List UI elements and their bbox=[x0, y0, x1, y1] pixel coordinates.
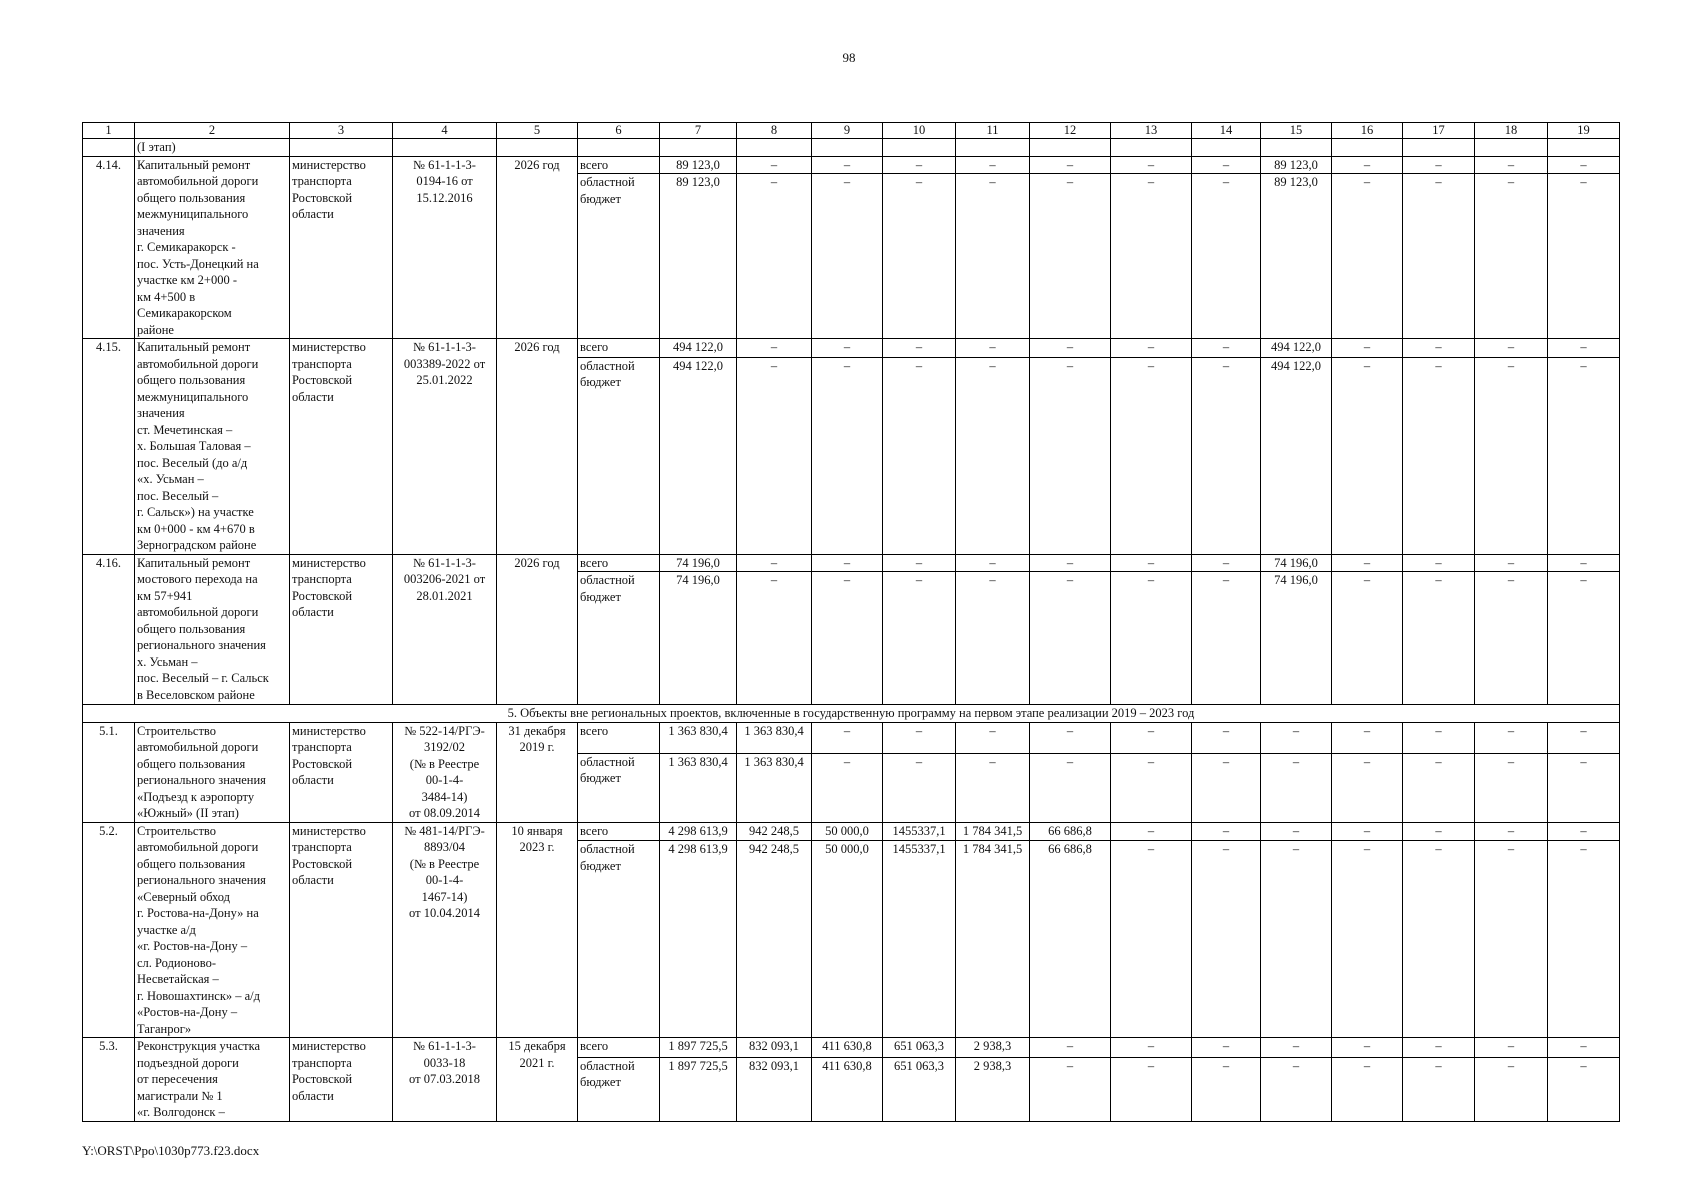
column-header-11: 11 bbox=[956, 123, 1030, 139]
column-number-header bbox=[83, 123, 1620, 139]
value-budget-col-8: 832 093,1 bbox=[737, 1057, 812, 1121]
value-budget-col-9: – bbox=[812, 357, 883, 554]
value-budget-col-18: – bbox=[1475, 753, 1548, 822]
column-header-13: 13 bbox=[1111, 123, 1192, 139]
value-budget-col-9: – bbox=[812, 174, 883, 339]
object-name: Реконструкция участка подъездной дороги от пересечения магистрали № 1 «г. Волгодонск – bbox=[135, 1038, 290, 1122]
funding-source-total: всего bbox=[578, 822, 660, 841]
value-budget-col-17: – bbox=[1403, 753, 1475, 822]
value-total-col-12: 66 686,8 bbox=[1030, 822, 1111, 841]
column-header-9: 9 bbox=[812, 123, 883, 139]
column-header-17: 17 bbox=[1403, 123, 1475, 139]
row-number: 4.16. bbox=[83, 554, 135, 705]
value-budget-col-9: – bbox=[812, 572, 883, 705]
value-budget-col-8: 1 363 830,4 bbox=[737, 753, 812, 822]
value-budget-col-8: – bbox=[737, 174, 812, 339]
value-budget-col-10: 651 063,3 bbox=[883, 1057, 956, 1121]
empty-cell bbox=[1403, 139, 1475, 157]
executor: министерство транспорта Ростовской области bbox=[290, 1038, 393, 1122]
object-name: (I этап) bbox=[135, 139, 290, 157]
value-budget-col-12: – bbox=[1030, 572, 1111, 705]
value-budget-col-19: – bbox=[1548, 753, 1620, 822]
row-number: 5.2. bbox=[83, 822, 135, 1038]
value-total-col-16: – bbox=[1332, 339, 1403, 358]
value-total-col-15: 494 122,0 bbox=[1261, 339, 1332, 358]
value-budget-col-11: 2 938,3 bbox=[956, 1057, 1030, 1121]
row-number: 5.1. bbox=[83, 722, 135, 822]
value-budget-col-15: 494 122,0 bbox=[1261, 357, 1332, 554]
table-row bbox=[83, 554, 1620, 572]
value-total-col-13: – bbox=[1111, 554, 1192, 572]
page-number: 98 bbox=[842, 50, 856, 65]
value-total-col-10: 651 063,3 bbox=[883, 1038, 956, 1058]
value-budget-col-8: – bbox=[737, 357, 812, 554]
value-budget-col-7: 74 196,0 bbox=[660, 572, 737, 705]
value-budget-col-8: 942 248,5 bbox=[737, 841, 812, 1038]
value-budget-col-18: – bbox=[1475, 357, 1548, 554]
funding-source-budget: областной бюджет bbox=[578, 841, 660, 1038]
value-total-col-14: – bbox=[1192, 1038, 1261, 1058]
funding-source-budget: областной бюджет bbox=[578, 174, 660, 339]
value-total-col-14: – bbox=[1192, 554, 1261, 572]
value-total-col-11: – bbox=[956, 554, 1030, 572]
executor: министерство транспорта Ростовской области bbox=[290, 722, 393, 822]
value-total-col-14: – bbox=[1192, 156, 1261, 174]
value-budget-col-13: – bbox=[1111, 357, 1192, 554]
value-budget-col-11: 1 784 341,5 bbox=[956, 841, 1030, 1038]
value-total-col-15: – bbox=[1261, 722, 1332, 753]
value-total-col-9: – bbox=[812, 339, 883, 358]
value-budget-col-14: – bbox=[1192, 572, 1261, 705]
value-budget-col-12: – bbox=[1030, 1057, 1111, 1121]
value-total-col-11: – bbox=[956, 722, 1030, 753]
value-budget-col-18: – bbox=[1475, 1057, 1548, 1121]
value-total-col-19: – bbox=[1548, 156, 1620, 174]
executor: министерство транспорта Ростовской области bbox=[290, 554, 393, 705]
value-total-col-9: – bbox=[812, 156, 883, 174]
value-total-col-17: – bbox=[1403, 554, 1475, 572]
value-budget-col-9: 411 630,8 bbox=[812, 1057, 883, 1121]
value-budget-col-11: – bbox=[956, 753, 1030, 822]
funding-source-total: всего bbox=[578, 554, 660, 572]
value-budget-col-7: 1 363 830,4 bbox=[660, 753, 737, 822]
value-total-col-8: – bbox=[737, 554, 812, 572]
object-name: Капитальный ремонт мостового перехода на км 57+941 автомобильной дороги общего пользования регионального значения х. Усьман – пос. Веселый – г. Сальск в Веселовском районе bbox=[135, 554, 290, 705]
value-total-col-12: – bbox=[1030, 554, 1111, 572]
value-budget-col-10: – bbox=[883, 357, 956, 554]
value-total-col-13: – bbox=[1111, 822, 1192, 841]
table-row bbox=[83, 822, 1620, 841]
object-name: Капитальный ремонт автомобильной дороги общего пользования межмуниципального значения ст. Мечетинская – х. Большая Таловая – пос. Веселый (до а/д «х. Усьман – пос. Веселый – г. Сальск») на участке км 0+000 - км 4+670 в Зерноградском районе bbox=[135, 339, 290, 555]
value-total-col-7: 1 897 725,5 bbox=[660, 1038, 737, 1058]
value-total-col-11: 1 784 341,5 bbox=[956, 822, 1030, 841]
object-name: Строительство автомобильной дороги общего пользования регионального значения «Северный обход г. Ростова-на-Дону» на участке а/д «г. Ростов-на-Дону – сл. Родионово- Несветайская – г. Новошахтинск» – а/д «Ростов-на-Дону – Таганрог» bbox=[135, 822, 290, 1038]
executor: министерство транспорта Ростовской области bbox=[290, 339, 393, 555]
funding-source-budget: областной бюджет bbox=[578, 572, 660, 705]
value-total-col-13: – bbox=[1111, 156, 1192, 174]
value-budget-col-11: – bbox=[956, 174, 1030, 339]
completion-date: 2026 год bbox=[497, 554, 578, 705]
value-budget-col-19: – bbox=[1548, 1057, 1620, 1121]
table-row bbox=[83, 1038, 1620, 1058]
value-total-col-19: – bbox=[1548, 554, 1620, 572]
value-total-col-17: – bbox=[1403, 822, 1475, 841]
empty-cell bbox=[812, 139, 883, 157]
empty-cell bbox=[497, 139, 578, 157]
column-header-7: 7 bbox=[660, 123, 737, 139]
value-total-col-8: – bbox=[737, 339, 812, 358]
value-budget-col-10: – bbox=[883, 753, 956, 822]
empty-cell bbox=[1111, 139, 1192, 157]
column-header-16: 16 bbox=[1332, 123, 1403, 139]
column-header-4: 4 bbox=[393, 123, 497, 139]
value-total-col-12: – bbox=[1030, 156, 1111, 174]
empty-cell bbox=[1548, 139, 1620, 157]
document-ref: № 61-1-1-3- 003389-2022 от 25.01.2022 bbox=[393, 339, 497, 555]
value-budget-col-15: – bbox=[1261, 1057, 1332, 1121]
document-ref: № 481-14/РГЭ- 8893/04 (№ в Реестре 00-1-4- 1467-14) от 10.04.2014 bbox=[393, 822, 497, 1038]
value-total-col-10: – bbox=[883, 339, 956, 358]
value-budget-col-14: – bbox=[1192, 174, 1261, 339]
value-total-col-19: – bbox=[1548, 1038, 1620, 1058]
value-budget-col-11: – bbox=[956, 572, 1030, 705]
value-budget-col-7: 1 897 725,5 bbox=[660, 1057, 737, 1121]
value-budget-col-14: – bbox=[1192, 841, 1261, 1038]
value-total-col-14: – bbox=[1192, 722, 1261, 753]
funding-source-budget: областной бюджет bbox=[578, 357, 660, 554]
value-budget-col-19: – bbox=[1548, 357, 1620, 554]
table-row bbox=[83, 156, 1620, 174]
value-budget-col-18: – bbox=[1475, 174, 1548, 339]
value-budget-col-16: – bbox=[1332, 1057, 1403, 1121]
value-budget-col-13: – bbox=[1111, 841, 1192, 1038]
value-budget-col-16: – bbox=[1332, 174, 1403, 339]
value-total-col-16: – bbox=[1332, 554, 1403, 572]
value-budget-col-12: 66 686,8 bbox=[1030, 841, 1111, 1038]
value-total-col-18: – bbox=[1475, 722, 1548, 753]
value-total-col-18: – bbox=[1475, 822, 1548, 841]
empty-cell bbox=[393, 139, 497, 157]
value-budget-col-16: – bbox=[1332, 753, 1403, 822]
value-total-col-16: – bbox=[1332, 722, 1403, 753]
value-budget-col-10: – bbox=[883, 174, 956, 339]
empty-cell bbox=[578, 139, 660, 157]
column-header-12: 12 bbox=[1030, 123, 1111, 139]
column-header-8: 8 bbox=[737, 123, 812, 139]
value-total-col-17: – bbox=[1403, 339, 1475, 358]
value-total-col-18: – bbox=[1475, 339, 1548, 358]
program-objects-table bbox=[82, 122, 1620, 1122]
empty-cell bbox=[660, 139, 737, 157]
value-total-col-17: – bbox=[1403, 722, 1475, 753]
continuation-row bbox=[83, 139, 1620, 157]
table-row bbox=[83, 722, 1620, 753]
funding-source-total: всего bbox=[578, 722, 660, 753]
row-number: 5.3. bbox=[83, 1038, 135, 1122]
completion-date: 2026 год bbox=[497, 156, 578, 339]
executor: министерство транспорта Ростовской области bbox=[290, 822, 393, 1038]
completion-date: 15 декабря 2021 г. bbox=[497, 1038, 578, 1122]
column-header-5: 5 bbox=[497, 123, 578, 139]
section-header-row bbox=[83, 705, 1620, 723]
value-budget-col-15: – bbox=[1261, 841, 1332, 1038]
value-budget-col-16: – bbox=[1332, 572, 1403, 705]
funding-source-total: всего bbox=[578, 1038, 660, 1058]
document-ref: № 61-1-1-3- 003206-2021 от 28.01.2021 bbox=[393, 554, 497, 705]
value-total-col-17: – bbox=[1403, 156, 1475, 174]
value-budget-col-13: – bbox=[1111, 572, 1192, 705]
column-header-14: 14 bbox=[1192, 123, 1261, 139]
column-header-18: 18 bbox=[1475, 123, 1548, 139]
value-total-col-18: – bbox=[1475, 1038, 1548, 1058]
value-total-col-15: 74 196,0 bbox=[1261, 554, 1332, 572]
value-total-col-12: – bbox=[1030, 722, 1111, 753]
value-total-col-19: – bbox=[1548, 822, 1620, 841]
column-header-2: 2 bbox=[135, 123, 290, 139]
value-total-col-15: – bbox=[1261, 1038, 1332, 1058]
empty-cell bbox=[883, 139, 956, 157]
empty-cell bbox=[1475, 139, 1548, 157]
value-budget-col-17: – bbox=[1403, 572, 1475, 705]
value-budget-col-19: – bbox=[1548, 841, 1620, 1038]
empty-cell bbox=[1332, 139, 1403, 157]
footer-file-path: Y:\ORST\Ppo\1030p773.f23.docx bbox=[82, 1143, 260, 1158]
value-budget-col-16: – bbox=[1332, 841, 1403, 1038]
value-total-col-13: – bbox=[1111, 722, 1192, 753]
empty-cell bbox=[1030, 139, 1111, 157]
value-budget-col-19: – bbox=[1548, 572, 1620, 705]
value-budget-col-7: 494 122,0 bbox=[660, 357, 737, 554]
value-budget-col-12: – bbox=[1030, 174, 1111, 339]
cell-num bbox=[83, 139, 135, 157]
empty-cell bbox=[956, 139, 1030, 157]
value-total-col-7: 89 123,0 bbox=[660, 156, 737, 174]
value-total-col-14: – bbox=[1192, 822, 1261, 841]
value-total-col-11: – bbox=[956, 156, 1030, 174]
funding-source-budget: областной бюджет bbox=[578, 1057, 660, 1121]
value-budget-col-12: – bbox=[1030, 753, 1111, 822]
funding-source-budget: областной бюджет bbox=[578, 753, 660, 822]
value-total-col-16: – bbox=[1332, 156, 1403, 174]
value-budget-col-13: – bbox=[1111, 174, 1192, 339]
value-total-col-10: – bbox=[883, 156, 956, 174]
empty-cell bbox=[290, 139, 393, 157]
value-budget-col-16: – bbox=[1332, 357, 1403, 554]
column-header-1: 1 bbox=[83, 123, 135, 139]
value-total-col-10: – bbox=[883, 554, 956, 572]
funding-source-total: всего bbox=[578, 339, 660, 358]
value-budget-col-19: – bbox=[1548, 174, 1620, 339]
value-budget-col-7: 89 123,0 bbox=[660, 174, 737, 339]
document-ref: № 61-1-1-3- 0033-18 от 07.03.2018 bbox=[393, 1038, 497, 1122]
value-total-col-15: – bbox=[1261, 822, 1332, 841]
row-number: 4.14. bbox=[83, 156, 135, 339]
value-total-col-12: – bbox=[1030, 339, 1111, 358]
value-total-col-9: – bbox=[812, 722, 883, 753]
value-budget-col-9: 50 000,0 bbox=[812, 841, 883, 1038]
value-total-col-7: 494 122,0 bbox=[660, 339, 737, 358]
value-budget-col-7: 4 298 613,9 bbox=[660, 841, 737, 1038]
value-budget-col-11: – bbox=[956, 357, 1030, 554]
value-total-col-14: – bbox=[1192, 339, 1261, 358]
value-budget-col-17: – bbox=[1403, 357, 1475, 554]
value-total-col-9: 411 630,8 bbox=[812, 1038, 883, 1058]
funding-source-total: всего bbox=[578, 156, 660, 174]
value-total-col-13: – bbox=[1111, 339, 1192, 358]
value-total-col-10: – bbox=[883, 722, 956, 753]
executor: министерство транспорта Ростовской области bbox=[290, 156, 393, 339]
value-budget-col-15: – bbox=[1261, 753, 1332, 822]
value-total-col-8: – bbox=[737, 156, 812, 174]
value-budget-col-9: – bbox=[812, 753, 883, 822]
value-total-col-16: – bbox=[1332, 822, 1403, 841]
document-ref: № 522-14/РГЭ- 3192/02 (№ в Реестре 00-1-4- 3484-14) от 08.09.2014 bbox=[393, 722, 497, 822]
row-number: 4.15. bbox=[83, 339, 135, 555]
value-total-col-8: 942 248,5 bbox=[737, 822, 812, 841]
column-header-19: 19 bbox=[1548, 123, 1620, 139]
value-total-col-8: 1 363 830,4 bbox=[737, 722, 812, 753]
completion-date: 2026 год bbox=[497, 339, 578, 555]
object-name: Строительство автомобильной дороги общего пользования регионального значения «Подъезд к аэропорту «Южный» (II этап) bbox=[135, 722, 290, 822]
value-budget-col-17: – bbox=[1403, 1057, 1475, 1121]
value-total-col-9: – bbox=[812, 554, 883, 572]
value-total-col-9: 50 000,0 bbox=[812, 822, 883, 841]
value-budget-col-10: 1455337,1 bbox=[883, 841, 956, 1038]
value-budget-col-12: – bbox=[1030, 357, 1111, 554]
value-total-col-15: 89 123,0 bbox=[1261, 156, 1332, 174]
empty-cell bbox=[1192, 139, 1261, 157]
value-budget-col-14: – bbox=[1192, 357, 1261, 554]
column-header-6: 6 bbox=[578, 123, 660, 139]
value-total-col-8: 832 093,1 bbox=[737, 1038, 812, 1058]
value-total-col-19: – bbox=[1548, 339, 1620, 358]
value-budget-col-18: – bbox=[1475, 841, 1548, 1038]
value-budget-col-13: – bbox=[1111, 1057, 1192, 1121]
empty-cell bbox=[1261, 139, 1332, 157]
completion-date: 10 января 2023 г. bbox=[497, 822, 578, 1038]
value-budget-col-8: – bbox=[737, 572, 812, 705]
value-total-col-18: – bbox=[1475, 554, 1548, 572]
value-total-col-17: – bbox=[1403, 1038, 1475, 1058]
value-budget-col-17: – bbox=[1403, 841, 1475, 1038]
empty-cell bbox=[737, 139, 812, 157]
value-total-col-10: 1455337,1 bbox=[883, 822, 956, 841]
value-total-col-11: – bbox=[956, 339, 1030, 358]
document-ref: № 61-1-1-3- 0194-16 от 15.12.2016 bbox=[393, 156, 497, 339]
completion-date: 31 декабря 2019 г. bbox=[497, 722, 578, 822]
table-row bbox=[83, 339, 1620, 358]
column-header-15: 15 bbox=[1261, 123, 1332, 139]
value-total-col-19: – bbox=[1548, 722, 1620, 753]
value-total-col-18: – bbox=[1475, 156, 1548, 174]
value-total-col-12: – bbox=[1030, 1038, 1111, 1058]
value-total-col-7: 4 298 613,9 bbox=[660, 822, 737, 841]
value-total-col-16: – bbox=[1332, 1038, 1403, 1058]
value-total-col-7: 1 363 830,4 bbox=[660, 722, 737, 753]
value-total-col-7: 74 196,0 bbox=[660, 554, 737, 572]
value-budget-col-15: 89 123,0 bbox=[1261, 174, 1332, 339]
column-header-3: 3 bbox=[290, 123, 393, 139]
value-budget-col-15: 74 196,0 bbox=[1261, 572, 1332, 705]
section-title: 5. Объекты вне региональных проектов, включенные в государственную программу на первом этапе реализации 2019 – 2023 год bbox=[83, 705, 1620, 723]
value-budget-col-17: – bbox=[1403, 174, 1475, 339]
column-header-10: 10 bbox=[883, 123, 956, 139]
value-budget-col-18: – bbox=[1475, 572, 1548, 705]
value-budget-col-13: – bbox=[1111, 753, 1192, 822]
value-total-col-11: 2 938,3 bbox=[956, 1038, 1030, 1058]
value-budget-col-10: – bbox=[883, 572, 956, 705]
value-total-col-13: – bbox=[1111, 1038, 1192, 1058]
value-budget-col-14: – bbox=[1192, 753, 1261, 822]
value-budget-col-14: – bbox=[1192, 1057, 1261, 1121]
object-name: Капитальный ремонт автомобильной дороги общего пользования межмуниципального значения г. Семикаракорск - пос. Усть-Донецкий на участке км 2+000 - км 4+500 в Семикаракорском районе bbox=[135, 156, 290, 339]
